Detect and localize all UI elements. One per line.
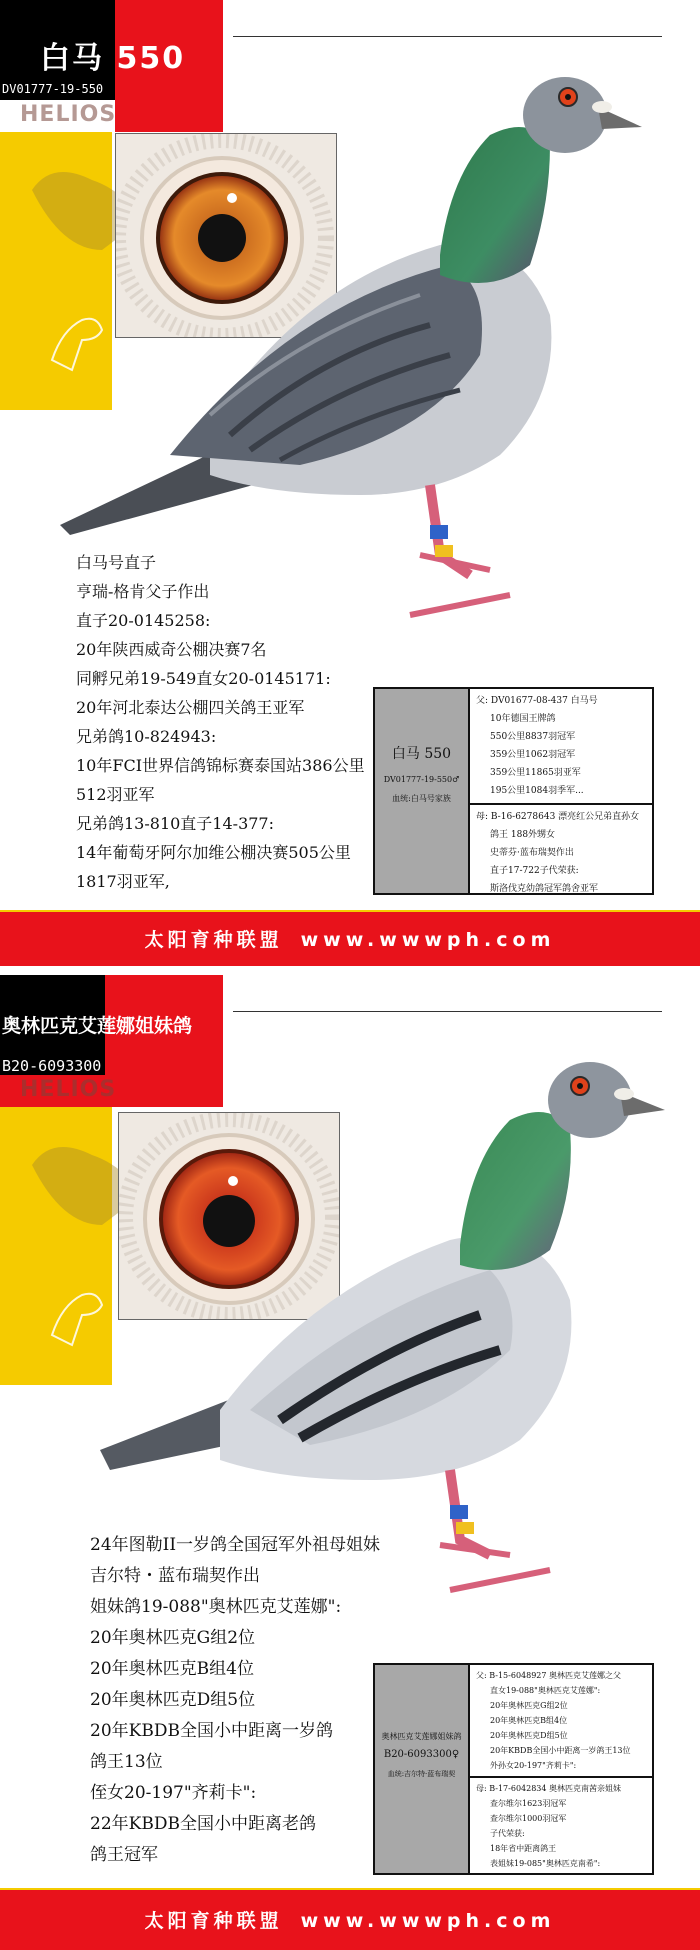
bird-description xyxy=(76,548,365,896)
description-line: 姐妹鸽19-088"奥林匹克艾莲娜": xyxy=(90,1597,342,1617)
footer-text xyxy=(0,1906,700,1933)
description-line: 鸽王冠军 xyxy=(90,1845,158,1865)
bird-title: 白马 550 xyxy=(40,41,186,76)
description-line: 10年FCI世界信鸽锦标赛泰国站386公里 xyxy=(76,756,365,775)
pedigree-line: 直子17-722子代荣获: xyxy=(490,866,579,876)
header-rule xyxy=(233,36,662,37)
description-line: 20年KBDB全国小中距离一岁鸽 xyxy=(90,1721,333,1741)
footer-brand: 太阳育种联盟 xyxy=(144,1910,283,1932)
pedigree-line: 子代荣获: xyxy=(490,1829,525,1838)
description-line: 14年葡萄牙阿尔加维公棚决赛505公里 xyxy=(76,843,351,862)
pedigree-father xyxy=(470,1665,652,1776)
footer-text xyxy=(0,925,700,952)
pedigree-line: 史蒂芬·蓝布瑞契作出 xyxy=(490,848,574,858)
pedigree-line: 直女19-088"奥林匹克艾莲娜": xyxy=(490,1686,601,1695)
description-line: 22年KBDB全国小中距离老鸽 xyxy=(90,1814,316,1834)
pedigree-line: 查尔维尔1623羽冠军 xyxy=(490,1799,567,1808)
pedigree-bloodline: 血统:吉尔特·蓝布瑞契 xyxy=(387,1770,456,1778)
description-line: 20年河北泰达公棚四关鸽王亚军 xyxy=(76,698,305,717)
pedigree-card xyxy=(373,687,654,895)
pedigree-line: 斯洛伐克幼鸽冠军鸽舍亚军 xyxy=(490,884,599,894)
description-line: 白马号直子 xyxy=(76,553,157,572)
description-line: 兄弟鸽10-824943: xyxy=(76,727,217,746)
pedigree-line: 18年省中距离鸽王 xyxy=(490,1844,557,1853)
description-line: 吉尔特・蓝布瑞契作出 xyxy=(90,1566,260,1586)
pedigree-line: 20年KBDB全国小中距离一岁鸽王13位 xyxy=(490,1746,631,1755)
pedigree-father xyxy=(470,689,652,803)
pedigree-line: 20年奥林匹克G组2位 xyxy=(490,1701,568,1710)
pedigree-bird-name: 白马 550 xyxy=(391,746,452,762)
bird-description xyxy=(90,1530,380,1871)
description-line: 20年陕西威奇公棚决赛7名 xyxy=(76,640,267,659)
description-line: 20年奥林匹克B组4位 xyxy=(90,1659,254,1679)
pedigree-ring: DV01777-19-550♂ xyxy=(383,775,460,784)
description-line: 同孵兄弟19-549直女20-0145171: xyxy=(76,669,331,688)
description-line: 1817羽亚军, xyxy=(76,872,170,891)
pedigree-bloodline: 血统:白马号家族 xyxy=(392,794,451,803)
description-line: 20年奥林匹克D组5位 xyxy=(90,1690,256,1710)
pedigree-line: 550公里8837羽冠军 xyxy=(490,732,576,742)
pedigree-line: 母: B-17-6042834 奥林匹克南茜亲姐妹 xyxy=(476,1784,622,1793)
pedigree-mother xyxy=(470,1776,652,1874)
description-line: 鸽王13位 xyxy=(90,1752,163,1772)
footer-url: www.wwwph.com xyxy=(300,929,556,951)
description-line: 直子20-0145258: xyxy=(76,611,211,630)
pedigree-line: 父: B-15-6048927 奥林匹克艾莲娜之父 xyxy=(476,1671,622,1680)
description-line: 512羽亚军 xyxy=(76,785,155,804)
pedigree-line: 鸽王 188外甥女 xyxy=(490,830,556,840)
description-line: 亨瑞-格肯父子作出 xyxy=(76,582,210,601)
description-line: 24年图勒II一岁鸽全国冠军外祖母姐妹 xyxy=(90,1535,381,1555)
pedigree-bird-name: 奥林匹克艾莲娜姐妹鸽 xyxy=(381,1732,462,1741)
pedigree-line: 母: B-16-6278643 漂亮红公兄弟直孙女 xyxy=(476,812,640,822)
pedigree-line: 195公里1084羽季军... xyxy=(490,786,584,796)
pedigree-line: 20年奥林匹克D组5位 xyxy=(490,1731,568,1740)
pedigree-mother xyxy=(470,803,652,901)
pedigree-line: 查尔维尔1000羽冠军 xyxy=(490,1814,567,1823)
pedigree-line: 外孙女20-197"齐莉卡": xyxy=(490,1761,577,1770)
pedigree-line: 表姐妹19-085"奥林匹克南希": xyxy=(490,1859,601,1868)
pedigree-line: 父: DV01677-08-437 白马号 xyxy=(476,696,598,706)
description-line: 侄女20-197"齐莉卡": xyxy=(90,1783,257,1803)
description-line: 兄弟鸽13-810直子14-377: xyxy=(76,814,275,833)
pedigree-line: 359公里11865羽亚军 xyxy=(490,768,581,778)
header-rule xyxy=(233,1011,662,1012)
pedigree-ring: B20-6093300♀ xyxy=(383,1749,460,1760)
listing-bird-2 xyxy=(0,975,700,1950)
description-line: 20年奥林匹克G组2位 xyxy=(90,1628,256,1648)
helios-watermark: HELIOS xyxy=(20,1077,117,1102)
pedigree-line: 20年奥林匹克B组4位 xyxy=(490,1716,568,1725)
pedigree-line: 359公里1062羽冠军 xyxy=(490,750,576,760)
pedigree-card xyxy=(373,1663,654,1875)
helios-watermark: HELIOS xyxy=(20,102,117,127)
footer-brand: 太阳育种联盟 xyxy=(144,929,283,951)
footer-url: www.wwwph.com xyxy=(300,1910,556,1932)
pedigree-subject xyxy=(375,1665,470,1873)
pedigree-subject xyxy=(375,689,470,893)
bird-ring-number: DV01777-19-550 xyxy=(2,82,104,96)
pedigree-line: 10年德国王牌鸽 xyxy=(490,714,556,724)
bird-title: 奥林匹克艾莲娜姐妹鸽 xyxy=(2,1015,193,1037)
bird-ring-number: B20-6093300 xyxy=(2,1057,102,1075)
